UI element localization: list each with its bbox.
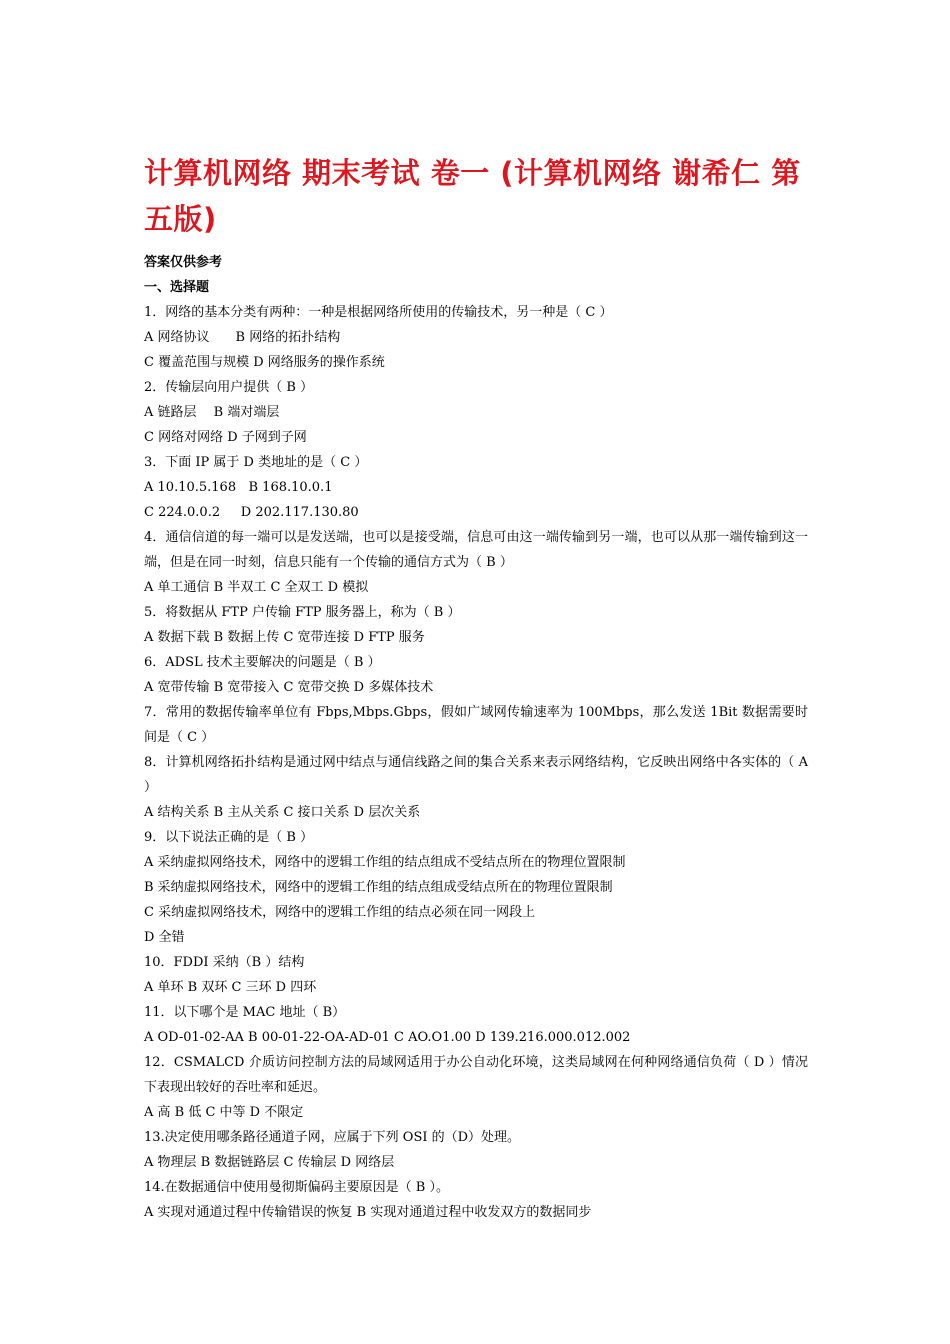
section-heading: 一、选择题 bbox=[144, 280, 210, 295]
options-10: A 单环 B 双环 C 三环 D 四环 bbox=[144, 980, 317, 995]
options-9b: B 采纳虚拟网络技术，网络中的逻辑工作组的结点组成受结点所在的物理位置限制 bbox=[144, 880, 613, 895]
answer-note: 答案仅供参考 bbox=[144, 255, 223, 270]
options-1a: A 网络协议 B 网络的拓扑结构 bbox=[144, 330, 341, 345]
question-13: 13.决定使用哪条路径通道子网，应属于下列 OSI 的（D）处理。 bbox=[144, 1130, 521, 1145]
options-4: A 单工通信 B 半双工 C 全双工 D 模拟 bbox=[144, 580, 369, 595]
options-11: A OD-01-02-AA B 00-01-22-OA-AD-01 C AO.O1.00 D 139.216.000.012.002 bbox=[144, 1030, 631, 1045]
options-8: A 结构关系 B 主从关系 C 接口关系 D 层次关系 bbox=[144, 805, 421, 820]
options-9c: C 采纳虚拟网络技术，网络中的逻辑工作组的结点必须在同一网段上 bbox=[144, 905, 536, 920]
question-3: 3．下面 IP 属于 D 类地址的是（ C ） bbox=[144, 455, 368, 470]
question-10: 10．FDDI 采纳（B ）结构 bbox=[144, 955, 305, 970]
options-14: A 实现对通道过程中传输错误的恢复 B 实现对通道过程中收发双方的数据同步 bbox=[144, 1205, 592, 1220]
question-14: 14.在数据通信中使用曼彻斯偏码主要原因是（ B ）。 bbox=[144, 1180, 449, 1195]
question-9: 9．以下说法正确的是（ B ） bbox=[144, 830, 314, 845]
question-8: 8．计算机网络拓扑结构是通过网中结点与通信线路之间的集合关系来表示网络结构，它反映出网络中各实体的（ A ） bbox=[144, 755, 808, 795]
question-12: 12．CSMALCD 介质访问控制方法的局域网适用于办公自动化环境，这类局域网在何种网络通信负荷（ D ）情况下表现出较好的吞吐率和延迟。 bbox=[144, 1055, 808, 1095]
question-5: 5．将数据从 FTP 户传输 FTP 服务器上，称为（ B ） bbox=[144, 605, 461, 620]
question-7: 7．常用的数据传输率单位有 Fbps,Mbps.Gbps，假如广域网传输速率为 100Mbps，那么发送 1Bit 数据需要时间是（ C ） bbox=[144, 705, 808, 745]
options-3b: C 224.0.0.2 D 202.117.130.80 bbox=[144, 505, 359, 520]
options-2a: A 链路层 B 端对端层 bbox=[144, 405, 280, 420]
question-11: 11．以下哪个是 MAC 地址（ B） bbox=[144, 1005, 346, 1020]
options-3a: A 10.10.5.168 B 168.10.0.1 bbox=[144, 480, 333, 495]
question-6: 6．ADSL 技术主要解决的问题是（ B ） bbox=[144, 655, 381, 670]
options-9a: A 采纳虚拟网络技术，网络中的逻辑工作组的结点组成不受结点所在的物理位置限制 bbox=[144, 855, 626, 870]
options-2b: C 网络对网络 D 子网到子网 bbox=[144, 430, 307, 445]
question-2: 2．传输层向用户提供（ B ） bbox=[144, 380, 314, 395]
options-9d: D 全错 bbox=[144, 930, 185, 945]
options-5: A 数据下载 B 数据上传 C 宽带连接 D FTP 服务 bbox=[144, 630, 425, 645]
options-6: A 宽带传输 B 宽带接入 C 宽带交换 D 多媒体技术 bbox=[144, 680, 434, 695]
options-13: A 物理层 B 数据链路层 C 传输层 D 网络层 bbox=[144, 1155, 395, 1170]
options-12: A 高 B 低 C 中等 D 不限定 bbox=[144, 1105, 304, 1120]
question-4: 4．通信信道的每一端可以是发送端，也可以是接受端，信息可由这一端传输到另一端，也可以从那一端传输到这一端，但是在同一时刻，信息只能有一个传输的通信方式为（ B ） bbox=[144, 530, 808, 570]
document-title: 计算机网络 期末考试 卷一 (计算机网络 谢希仁 第五版) bbox=[144, 156, 801, 236]
document-page bbox=[144, 150, 808, 1225]
options-1b: C 覆盖范围与规模 D 网络服务的操作系统 bbox=[144, 355, 385, 370]
question-1: 1．网络的基本分类有两种：一种是根据网络所使用的传输技术，另一种是（ C ） bbox=[144, 305, 613, 320]
